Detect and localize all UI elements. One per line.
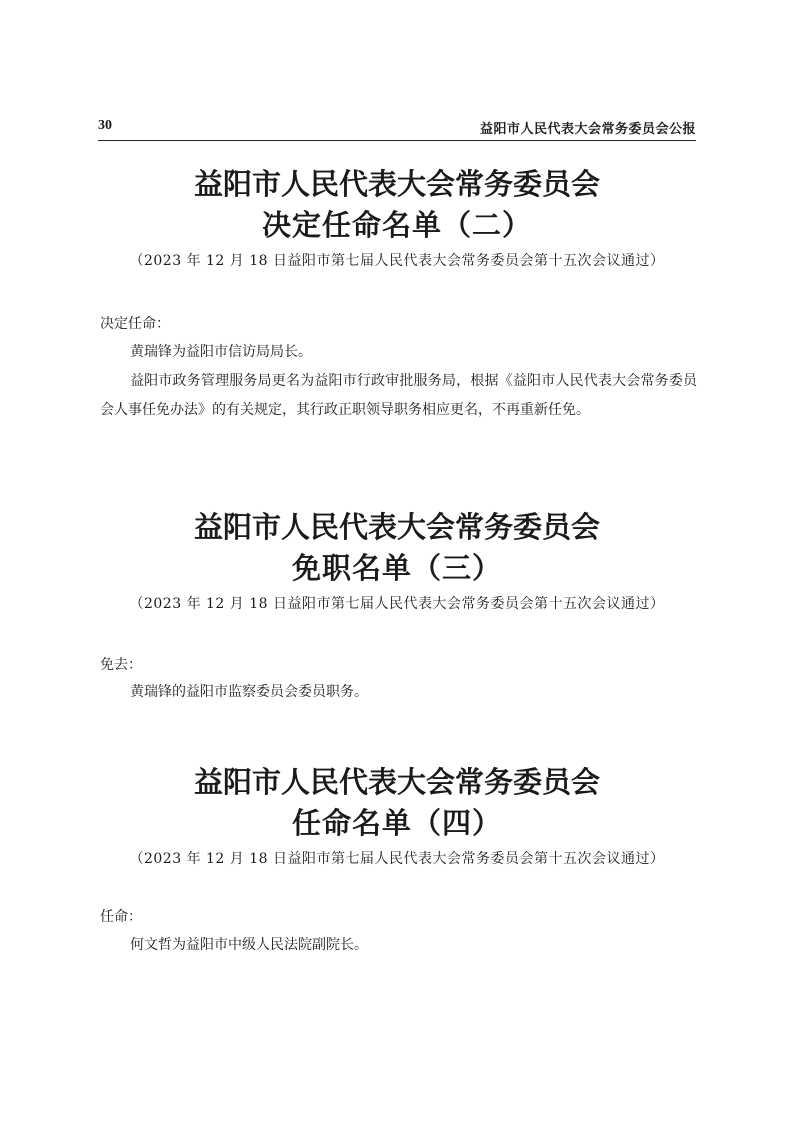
section-subtitle: 决定任命名单（二） — [261, 208, 532, 242]
paragraph: 何文哲为益阳市中级人民法院副院长。 — [130, 937, 368, 953]
paragraph: 黄瑞锋的益阳市监察委员会委员职务。 — [130, 684, 368, 700]
section-title: 益阳市人民代表大会常务委员会 — [193, 510, 600, 544]
section-title: 益阳市人民代表大会常务委员会 — [193, 167, 600, 201]
paragraph: 益阳市政务管理服务局更名为益阳市行政审批服务局，根据《益阳市人民代表大会常务委员会人事任免办法》的有关规定，其行政正职领导职务相应更名，不再重新任免。 — [100, 373, 697, 418]
page-header — [98, 114, 696, 141]
section-appointment — [0, 762, 794, 870]
section-removal — [0, 507, 794, 615]
action-label: 免去： — [100, 657, 142, 673]
section-title: 益阳市人民代表大会常务委员会 — [193, 765, 600, 799]
paragraph: 黄瑞锋为益阳市信访局局长。 — [130, 344, 312, 360]
action-label: 任命： — [100, 909, 142, 925]
section-note: （2023 年 12 月 18 日益阳市第七届人民代表大会常务委员会第十五次会议通过） — [129, 851, 665, 867]
action-label: 决定任命： — [100, 316, 170, 332]
section-note: （2023 年 12 月 18 日益阳市第七届人民代表大会常务委员会第十五次会议通过） — [129, 253, 665, 269]
page-number: 30 — [98, 118, 112, 133]
section-note: （2023 年 12 月 18 日益阳市第七届人民代表大会常务委员会第十五次会议通过） — [129, 596, 665, 612]
section-subtitle: 免职名单（三） — [291, 551, 502, 585]
journal-name: 益阳市人民代表大会常务委员会公报 — [479, 122, 696, 137]
section-appointment-decision — [0, 164, 794, 272]
section-subtitle: 任命名单（四） — [291, 806, 502, 840]
